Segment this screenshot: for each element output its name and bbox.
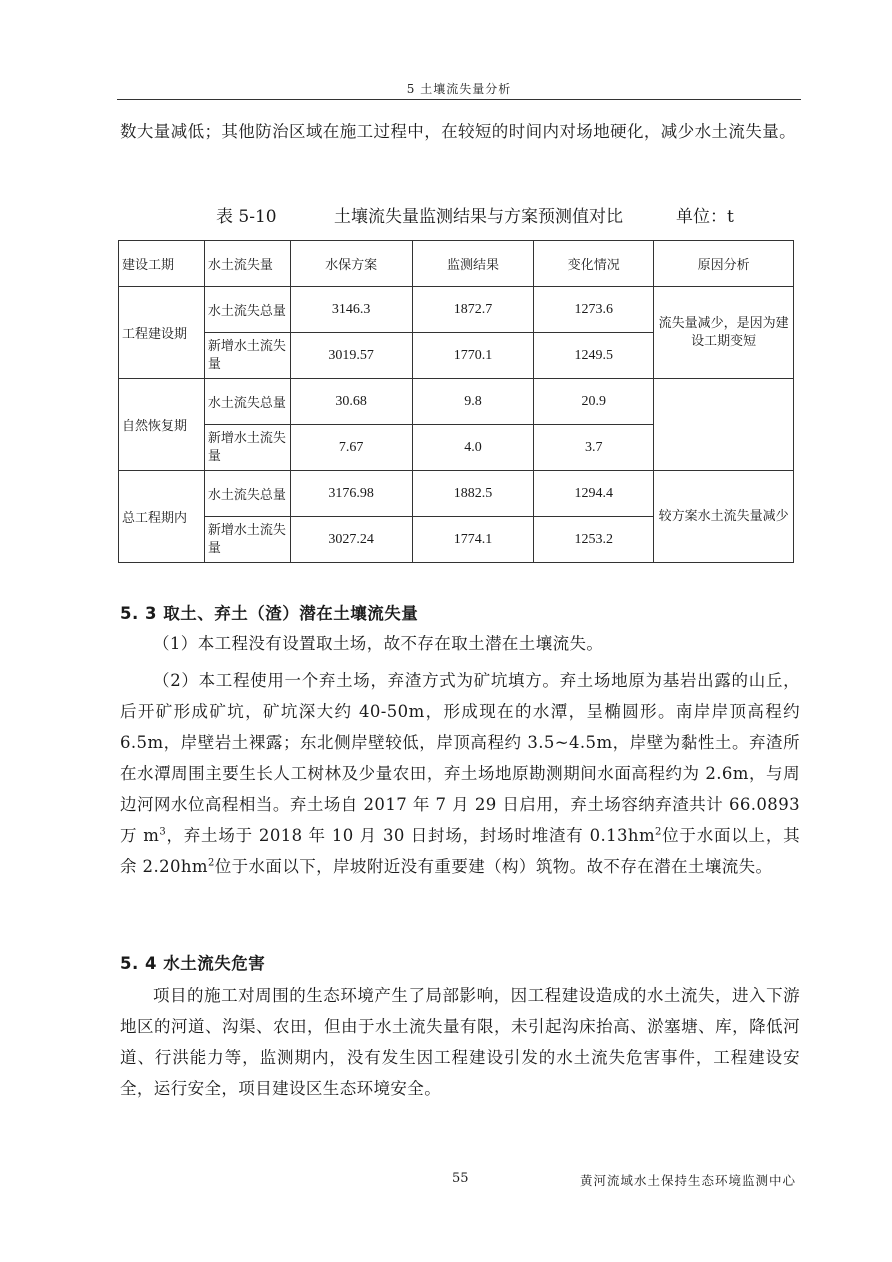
p2-text-b: ，弃土场于 2018 年 10 月 30 日封场，封场时堆渣有 0.13hm [166,826,655,845]
change-cell: 1253.2 [534,517,654,563]
superscript: 2 [655,826,662,838]
p2-text-a: （2）本工程使用一个弃土场，弃渣方式为矿坑填方。弃土场地原为基岩出露的山丘，后开矿形成矿坑，矿坑深大约 40-50m，形成现在的水潭，呈椭圆形。南岸岸顶高程约 6.5m，岸壁岩土裸露；东北侧岸壁较低，岸顶高程约 3.5~4.5m，岸壁为黏性土。弃渣所在水潭周围主要生长人工树林及少量农田，弃土场地原勘测期间水面高程约为 2.6m，与周边河网水位高程相当。弃土场自 2017 年 7 月 29 日启用，弃土场容纳弃渣共计 66.0893 万 m [120,671,800,845]
type-cell: 水土流失总量 [204,379,290,425]
table-row [119,471,794,517]
p2-text-c: 位于水面以上，其余 2.20hm [120,826,800,876]
plan-cell: 3027.24 [290,517,412,563]
section-heading-5-4: 5. 4 水土流失危害 [120,954,266,973]
monitored-cell: 4.0 [412,425,534,471]
table-unit: 单位：t [676,207,734,227]
period-cell: 总工程期内 [119,471,205,563]
monitored-cell: 1770.1 [412,333,534,379]
table-header-row [119,241,794,287]
section-5-4-paragraph: 项目的施工对周围的生态环境产生了局部影响，因工程建设造成的水土流失，进入下游地区的河道、沟渠、农田，但由于水土流失量有限，未引起沟床抬高、淤塞塘、库，降低河道、行洪能力等，监测期内，没有发生因工程建设引发的水土流失危害事件，工程建设安全，运行安全，项目建设区生态环境安全。 [120,986,800,1098]
p2-text-d: 位于水面以下，岸坡附近没有重要建（构）筑物。故不存在潜在土壤流失。 [214,857,773,876]
header-rule [117,99,801,100]
header-cell: 建设工期 [119,241,205,287]
change-cell: 20.9 [534,379,654,425]
header-cell: 原因分析 [654,241,794,287]
monitored-cell: 1872.7 [412,287,534,333]
reason-cell: 较方案水土流失量减少 [654,471,794,563]
plan-cell: 7.67 [290,425,412,471]
header-cell: 监测结果 [412,241,534,287]
table-row [119,379,794,425]
section-5-3-paragraph-2 [120,665,800,882]
page-number: 55 [452,1171,469,1186]
type-cell: 新增水土流失量 [204,517,290,563]
section-heading-5-3: 5. 3 取土、弃土（渣）潜在土壤流失量 [120,604,419,623]
change-cell: 1294.4 [534,471,654,517]
change-cell: 3.7 [534,425,654,471]
change-cell: 1249.5 [534,333,654,379]
table-title: 土壤流失量监测结果与方案预测值对比 [334,207,623,227]
type-cell: 水土流失总量 [204,287,290,333]
superscript: 3 [159,826,167,838]
section-5-3-paragraph-1: （1）本工程没有设置取土场，故不存在取土潜在土壤流失。 [153,634,604,653]
plan-cell: 3176.98 [290,471,412,517]
type-cell: 新增水土流失量 [204,425,290,471]
period-cell: 自然恢复期 [119,379,205,471]
plan-cell: 3019.57 [290,333,412,379]
comparison-table [118,240,794,563]
change-cell: 1273.6 [534,287,654,333]
monitored-cell: 1882.5 [412,471,534,517]
monitored-cell: 9.8 [412,379,534,425]
header-cell: 水保方案 [290,241,412,287]
monitored-cell: 1774.1 [412,517,534,563]
plan-cell: 30.68 [290,379,412,425]
reason-cell: 流失量减少，是因为建设工期变短 [654,287,794,379]
table-row [119,287,794,333]
type-cell: 新增水土流失量 [204,333,290,379]
footer-organization: 黄河流域水土保持生态环境监测中心 [580,1173,797,1188]
table-number: 表 5-10 [216,207,277,227]
running-header: 5 土壤流失量分析 [406,82,512,96]
header-cell: 水土流失量 [204,241,290,287]
period-cell: 工程建设期 [119,287,205,379]
intro-paragraph: 数大量减低；其他防治区域在施工过程中，在较短的时间内对场地硬化，减少水土流失量。 [120,122,796,141]
plan-cell: 3146.3 [290,287,412,333]
header-cell: 变化情况 [534,241,654,287]
reason-cell [654,379,794,471]
superscript: 2 [207,857,215,869]
type-cell: 水土流失总量 [204,471,290,517]
